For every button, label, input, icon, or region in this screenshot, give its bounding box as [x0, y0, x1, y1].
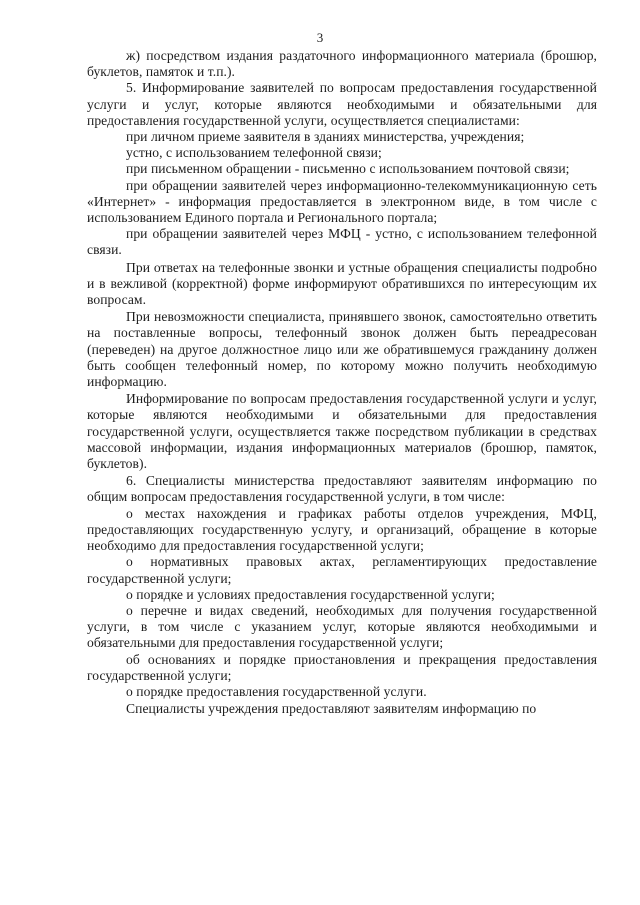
document-body — [87, 48, 597, 717]
paragraph: о нормативных правовых актах, регламентирующих предоставление государственной услуги; — [87, 554, 597, 586]
paragraph: При невозможности специалиста, принявшего звонок, самостоятельно ответить на поставленные вопросы, телефонный звонок должен быть переадресован (переведен) на другое должностное лицо или же обратившемуся гражданину должен быть сообщен телефонный номер, по которому можно получить необходимую информацию. — [87, 309, 597, 390]
paragraph: Специалисты учреждения предоставляют заявителям информацию по — [126, 701, 537, 717]
page-number: 3 — [316, 30, 324, 45]
paragraph: о порядке предоставления государственной услуги. — [126, 683, 427, 699]
paragraph: 6. Специалисты министерства предоставляют заявителям информацию по общим вопросам предоставления государственной услуги, в том числе: — [87, 473, 597, 505]
paragraph: об основаниях и порядке приостановления и прекращения предоставления государственной услуги; — [87, 651, 597, 683]
paragraph: 5. Информирование заявителей по вопросам предоставления государственной услуги и услуг, которые являются необходимыми и обязательными для предоставления государственной услуги, осуществляется специалистами: — [87, 80, 597, 128]
paragraph: при обращении заявителей через МФЦ - устно, с использованием телефонной связи. — [87, 226, 597, 258]
paragraph: при личном приеме заявителя в зданиях министерства, учреждения; — [126, 129, 525, 145]
paragraph: ж) посредством издания раздаточного информационного материала (брошюр, буклетов, памяток и т.п.). — [87, 48, 597, 80]
paragraph: При ответах на телефонные звонки и устные обращения специалисты подробно и в вежливой (корректной) форме информируют обратившихся по интересующим их вопросам. — [87, 259, 597, 308]
paragraph: о местах нахождения и графиках работы отделов учреждения, МФЦ, предоставляющих государственную услугу, и организаций, обращение в которые необходимо для предоставления государственной услуги; — [87, 505, 597, 554]
paragraph: при письменном обращении - письменно с использованием почтовой связи; — [126, 161, 570, 177]
paragraph: устно, с использованием телефонной связи; — [126, 145, 382, 161]
paragraph: Информирование по вопросам предоставления государственной услуги и услуг, которые являются необходимыми и обязательными для предоставления государственной услуги, осуществляется также посредством публикации в средствах массовой информации, издания информационных материалов (брошюр, памяток, буклетов). — [87, 391, 597, 472]
paragraph: при обращении заявителей через информационно-телекоммуникационную сеть «Интернет» - информация предоставляется в электронном виде, в том числе с использованием Единого портала и Регионального портала; — [87, 177, 597, 226]
paragraph: о перечне и видах сведений, необходимых для получения государственной услуги, в том числе с указанием услуг, которые являются необходимыми и обязательными для предоставления государственной услуги; — [87, 602, 597, 651]
paragraph: о порядке и условиях предоставления государственной услуги; — [126, 586, 495, 602]
